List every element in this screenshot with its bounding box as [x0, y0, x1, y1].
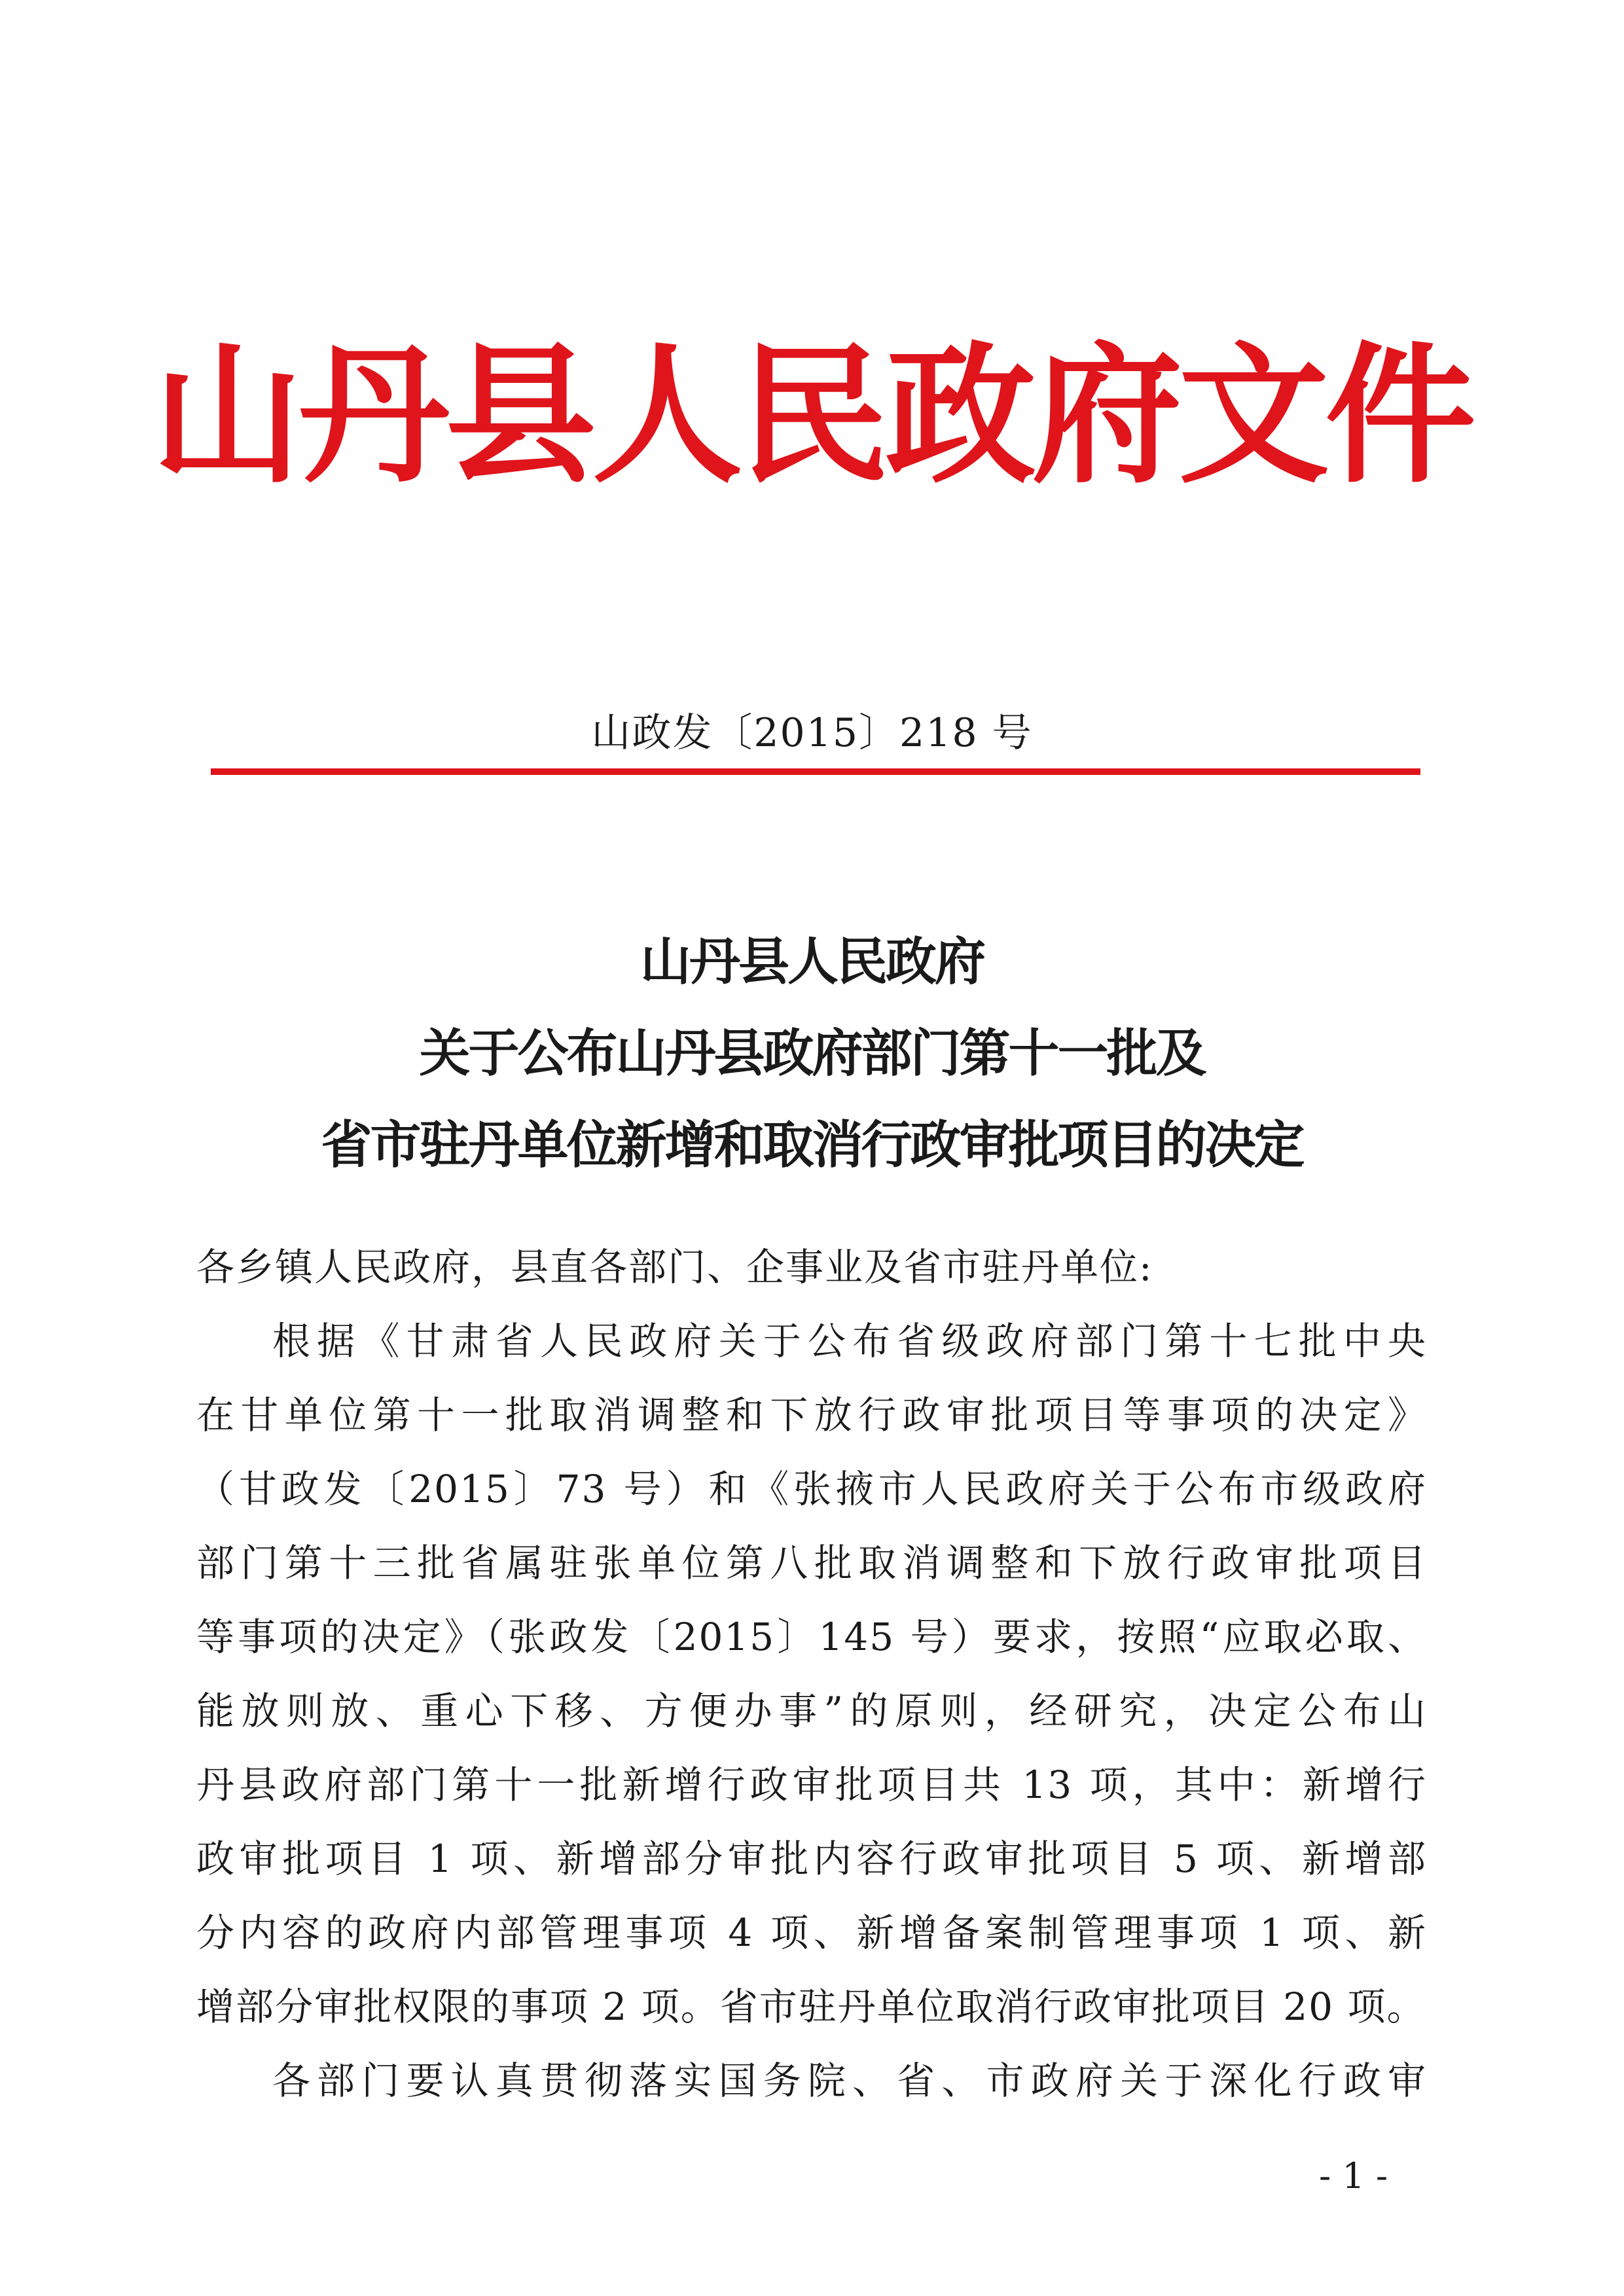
paragraph-line: 各部门要认真贯彻落实国务院、省、市政府关于深化行政审 — [272, 2058, 1427, 2103]
paragraph-line: 分内容的政府内部管理事项 4 项、新增备案制管理事项 1 项、新 — [196, 1910, 1427, 1955]
document-body — [196, 1230, 1427, 2118]
paragraph-line: 部门第十三批省属驻张单位第八批取消调整和下放行政审批项目 — [196, 1541, 1427, 1585]
paragraph-2 — [196, 2044, 1427, 2118]
document-number: 山政发〔2015〕218 号 — [591, 710, 1033, 756]
paragraph-line: （甘政发〔2015〕73 号）和《张掖市人民政府关于公布市级政府 — [196, 1467, 1427, 1511]
title-line-2: 关于公布山丹县政府部门第十一批及 — [419, 1024, 1205, 1083]
paragraph-line: 等事项的决定》（张政发〔2015〕145 号）要求，按照“应取必取、 — [196, 1615, 1427, 1659]
salutation: 各乡镇人民政府，县直各部门、企事业及省市驻丹单位: — [196, 1245, 1153, 1289]
paragraph-line: 丹县政府部门第十一批新增行政审批项目共 13 项，其中：新增行 — [196, 1763, 1427, 1807]
red-divider-line — [211, 768, 1420, 775]
title-line-1: 山丹县人民政府 — [640, 932, 984, 992]
paragraph-line: 根据《甘肃省人民政府关于公布省级政府部门第十七批中央 — [272, 1319, 1427, 1363]
paragraph-line: 在甘单位第十一批取消调整和下放行政审批项目等事项的决定》 — [196, 1393, 1427, 1437]
paragraph-line: 增部分审批权限的事项 2 项。省市驻丹单位取消行政审批项目 20 项。 — [196, 1984, 1426, 2029]
paragraph-line: 政审批项目 1 项、新增部分审批内容行政审批项目 5 项、新增部 — [196, 1837, 1427, 1881]
title-line-3: 省市驻丹单位新增和取消行政审批项目的决定 — [321, 1115, 1303, 1175]
document-title — [0, 916, 1624, 1191]
paragraph-1 — [196, 1304, 1427, 2044]
paragraph-line: 能放则放、重心下移、方便办事”的原则，经研究，决定公布山 — [196, 1689, 1427, 1733]
masthead-title: 山丹县人民政府文件 — [152, 327, 1472, 504]
page-number: - 1 - — [1319, 2155, 1388, 2197]
